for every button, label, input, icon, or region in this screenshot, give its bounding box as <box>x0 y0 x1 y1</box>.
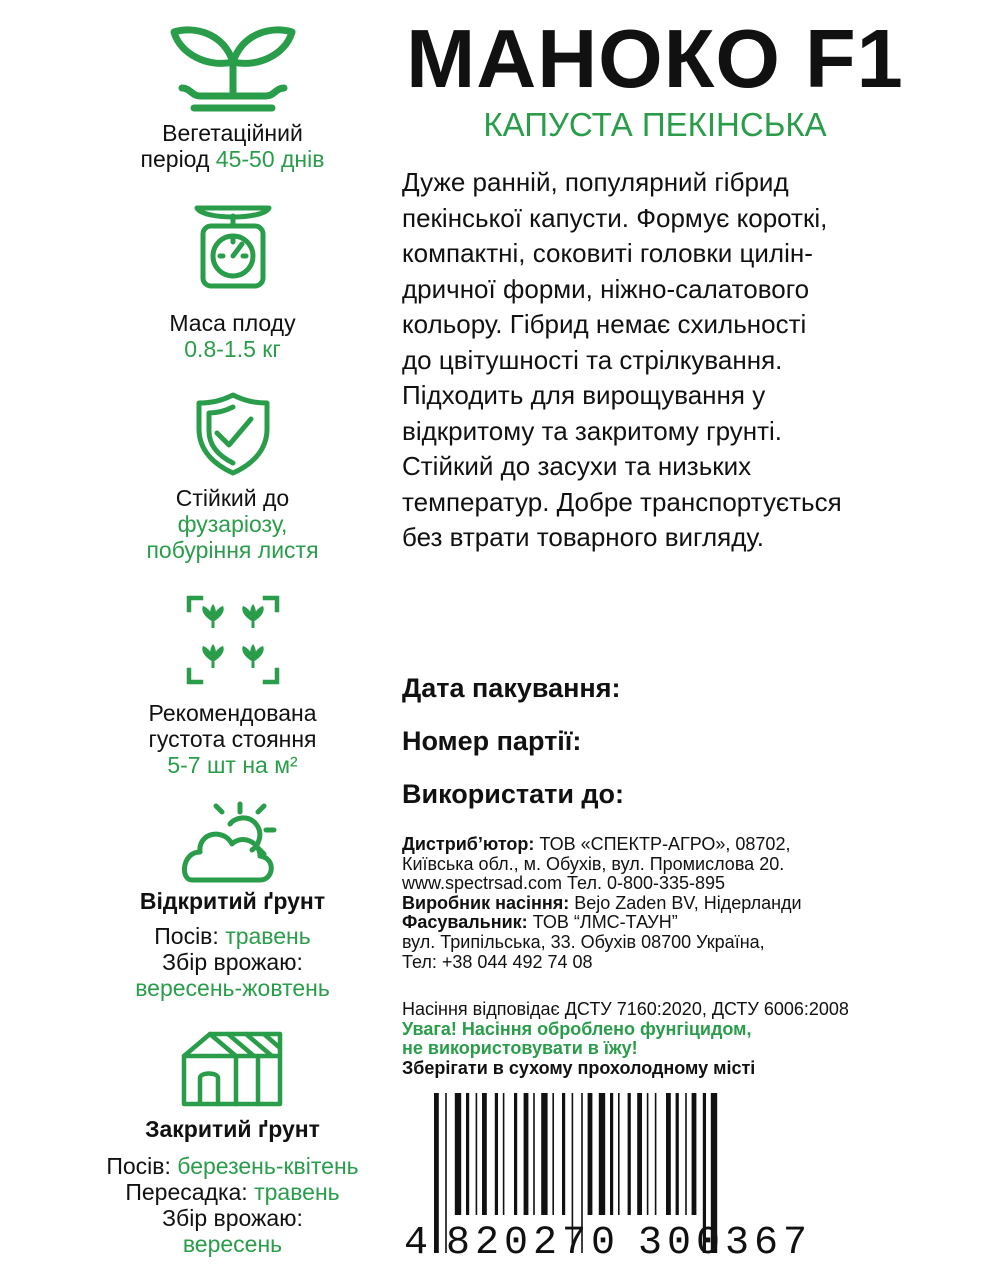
use-by-field: Використати до: <box>402 779 625 809</box>
barcode-bar <box>482 1093 487 1215</box>
description-line: Дуже ранній, популярний гібрид <box>402 167 789 197</box>
closed-ground-harvest-label: Збір врожаю: <box>162 1205 303 1231</box>
barcode-bar <box>637 1093 642 1215</box>
sun-cloud-icon <box>178 800 288 886</box>
product-description <box>402 165 962 556</box>
product-title: МАНОКО F1 <box>406 12 904 105</box>
barcode-digit-first: 4 <box>404 1221 429 1258</box>
barcode-bar <box>588 1093 593 1215</box>
barcode-bar <box>647 1093 649 1215</box>
closed-ground-transplant: Пересадка: травень <box>125 1179 340 1205</box>
description-line: температур. Добре транспортується <box>402 486 842 517</box>
density-label-2: густота стояння <box>148 726 317 752</box>
warning-line-1: Увага! Насіння оброблено фунгіцидом, <box>402 1018 752 1039</box>
mass-label: Маса плоду <box>169 310 296 336</box>
description-line: відкритому та закритому грунті. <box>402 415 783 446</box>
plants-grid-icon <box>185 594 281 686</box>
distributor-line-2: Київська обл., м. Обухів, вул. Промислова 20. <box>402 853 785 874</box>
barcode-bar <box>455 1093 461 1215</box>
open-ground-harvest-value: вересень-жовтень <box>135 975 330 1001</box>
barcode-bar <box>476 1093 478 1215</box>
resistance-value-1: фузаріозу, <box>177 511 288 537</box>
open-ground-harvest-label: Збір врожаю: <box>162 949 303 975</box>
barcode-digits-left: 820270 <box>446 1221 621 1258</box>
standards-line: Насіння відповідає ДСТУ 7160:2020, ДСТУ 6006:2008 <box>402 999 849 1019</box>
barcode-bar <box>514 1093 517 1215</box>
feature-mass <box>40 200 425 362</box>
description-line: пекінської капусти. Формує короткі, <box>402 202 828 233</box>
barcode-bar <box>434 1093 439 1253</box>
barcode-bar <box>503 1093 505 1215</box>
feature-density <box>40 594 425 778</box>
feature-vegetation <box>40 18 425 172</box>
product-subtitle: КАПУСТА ПЕКІНСЬКА <box>483 106 827 143</box>
producer-line: Виробник насіння: Bejo Zaden BV, Нідерланди <box>402 892 802 913</box>
mass-value: 0.8-1.5 кг <box>184 336 281 362</box>
batch-number-field: Номер партії: <box>402 726 582 756</box>
barcode-bar <box>685 1093 687 1215</box>
description-line: компактні, соковиті головки цилін- <box>402 238 813 268</box>
description-line: кольору. Гібрид немає схильності <box>402 309 807 339</box>
storage-line: Зберігати в сухому прохолодному місті <box>402 1057 756 1078</box>
greenhouse-icon <box>180 1028 286 1108</box>
closed-ground-sowing: Посів: березень-квітень <box>106 1153 359 1179</box>
barcode-bar <box>524 1093 529 1215</box>
pack-date-field: Дата пакування: <box>402 673 621 703</box>
description-line: Підходить для вирощування у <box>402 380 766 410</box>
closed-ground-harvest-value: вересень <box>182 1231 283 1257</box>
vegetation-period: період 45-50 днів <box>140 146 325 172</box>
barcode-bar <box>692 1093 697 1215</box>
notices <box>402 1000 962 1078</box>
scale-icon <box>193 200 273 292</box>
packer-line-2: вул. Трипільська, 33. Обухів 08700 Україна, <box>402 931 765 952</box>
barcode-bar <box>676 1093 679 1215</box>
description-line: до цвітушності та стрілкування. <box>402 344 783 375</box>
description-line: Стійкий до засухи та низьких <box>402 451 752 481</box>
description-line: дричної форми, ніжно-салатового <box>402 273 810 304</box>
barcode-bar <box>599 1093 605 1215</box>
barcode-bar <box>655 1093 657 1215</box>
distributor-line-3: www.spectrsad.com Тел. 0-800-335-895 <box>402 873 726 894</box>
open-ground-sowing: Посів: травень <box>154 923 311 949</box>
sprout-icon <box>168 18 298 118</box>
barcode-bar <box>541 1093 547 1215</box>
barcode-bar <box>552 1093 554 1215</box>
resistance-value-2: побуріння листя <box>146 537 319 563</box>
packer-line-1: Фасувальник: ТОВ “ЛМС-ТАУН” <box>402 912 678 933</box>
closed-ground-heading: Закритий ґрунт <box>145 1116 320 1142</box>
density-value: 5-7 шт на м² <box>167 752 298 778</box>
barcode <box>400 1093 830 1258</box>
barcode-bar <box>628 1093 631 1215</box>
packer-line-3: Тел: +38 044 492 74 08 <box>402 951 593 972</box>
density-label-1: Рекомендована <box>148 700 317 726</box>
shield-icon <box>195 391 271 477</box>
barcode-bar <box>562 1093 565 1215</box>
barcode-bar <box>618 1093 620 1215</box>
open-ground-heading: Відкритий ґрунт <box>139 888 326 914</box>
feature-open-ground <box>40 800 425 1001</box>
manufacturer-info <box>402 835 962 972</box>
distributor-line-1: Дистриб’ютор: ТОВ «СПЕКТР-АГРО», 08702, <box>402 834 791 854</box>
warning-line-2: не використовувати в їжу! <box>402 1038 638 1059</box>
barcode-digits-right: 300367 <box>638 1221 813 1258</box>
barcode-bar <box>666 1093 671 1215</box>
barcode-bar <box>495 1093 498 1215</box>
feature-resistance <box>40 391 425 563</box>
resistance-label: Стійкий до <box>175 485 290 511</box>
description-line: без втрати товарного вигляду. <box>402 522 765 552</box>
feature-closed-ground <box>40 1028 425 1257</box>
barcode-bar <box>466 1093 469 1215</box>
barcode-bar <box>610 1093 613 1215</box>
vegetation-label: Вегетаційний <box>162 120 303 146</box>
barcode-bar <box>533 1093 535 1215</box>
